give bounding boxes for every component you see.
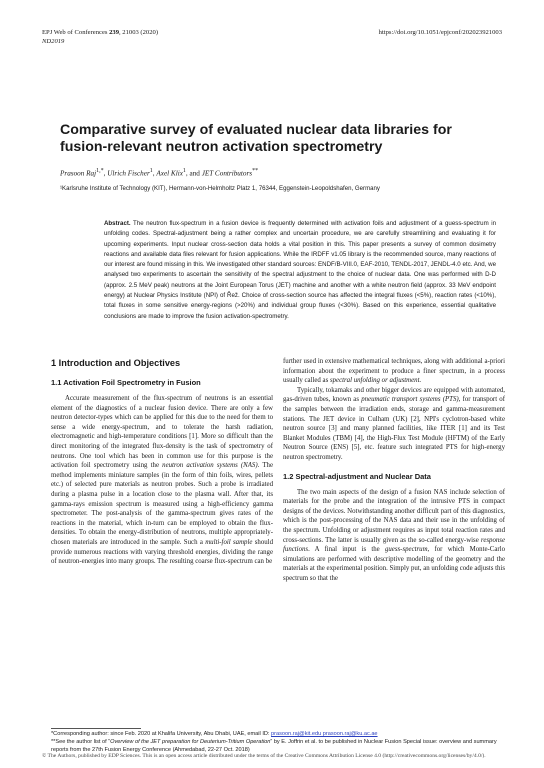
paragraph-2: further used in extensive mathematical techniques, along with additional a-priori information about the experiment to produce a finer spectrum, in a process usually called as spectral unfolding or adjustment. (283, 358, 505, 385)
subsection-heading-1-1: 1.1 Activation Foil Spectrometry in Fusion (51, 378, 201, 387)
footnote-divider (51, 728, 141, 729)
paper-title: Comparative survey of evaluated nuclear data libraries for fusion-relevant neutron activation spectrometry (60, 122, 452, 155)
article-number: 21003 (2020) (122, 29, 159, 36)
abstract (104, 219, 496, 322)
footnotes (51, 730, 511, 754)
author-2-affil: 1 (149, 168, 153, 174)
author-conjunction: , and (185, 169, 200, 178)
author-list: Prasoon Raj$^{1,*}$, Ulrich Fischer$^1$, Axel Klix$^1$, and JET Contributors** (60, 168, 259, 178)
journal-citation: EPJ Web of Conferences 239, 21003 (2020) (42, 29, 159, 36)
section-heading-1: 1 Introduction and Objectives (51, 358, 181, 368)
journal-name: EPJ Web of Conferences (42, 29, 108, 36)
abstract-label: Abstract. (104, 220, 131, 227)
footnote-jet: **See the author list of “Overview of the JET preparation for Deuterium-Tritium Operation” by E. Joffrin et al. to be published in Nuclear Fusion Special issue: overview and summary reports from the 27th Fusion Energy Conference (Ahmedabad, 22-27 Oct. 2018) (51, 739, 497, 753)
author-1-affil: 1,* (96, 168, 104, 174)
paragraph-1: Accurate measurement of the flux-spectrum of neutrons is an essential element of the diagnostics of a nuclear fusion device. There are only a few neutron detector-types which can be applied for this due to the need for them to sense a wide energy-spectrum, and to tolerate the harsh radiation, electromagnetic and high-temperature conditions [1]. More so difficult than the direct monitoring of the integrated flux-density is the task of spectrometry of neutrons. One tool which has been in common use for this purpose is the activation foil spectrometry using the neutron activation systems (NAS). The method implements miniature samples (in the form of thin foils, wires, pellets etc.) of selected pure materials as neutron probes. Such a probe is irradiated during a plasma pulse in a location close to the plasma wall. After that, its gamma-rays emission spectrum is measured using a high-efficiency gamma spectrometer. The post-analysis of the gamma-spectrum gives rates of the reactions in the material, which in-turn can be employed to obtain the flux-densities. To obtain the energy-distribution of neutrons, multiple appropriately-chosen materials are introduced in the sample. Such a multi-foil sample should provide numerous reactions with varying threshold energies, dividing the range of neutron-energies into many groups. The resulting coarse flux-spectrum can be (51, 395, 273, 566)
affiliation: ¹Karlsruhe Institute of Technology (KIT), Hermann-von-Helmholtz Platz 1, 76344, Eggenstein-Leopoldshafen, Germany (60, 185, 380, 192)
paragraph-4: The two main aspects of the design of a fusion NAS include selection of materials for the probe and the integration of the intrusive PTS in compact designs of the devices. Notwithstanding another difficult part of this diagnostics, which is the post-processing of the NAS data and their use in the unfolding of the spectrum. Unfolding or adjustment requires as input total reaction rates and cross-sections. The latter is usually given as the so-called energy-wise response functions. A final input is the guess-spectrum, for which Monte-Carlo simulations are performed with descriptive modelling of the geometry and the materials at the experimental position. Simply put, an unfolding code adjusts this spectrum so that the (283, 488, 506, 582)
abstract-text: The neutron flux-spectrum in a fusion device is frequently determined with activation foils and adjustment of a guess-spectrum in unfolding codes. Spectral-adjustment being a rather complex and uncertain procedure, we are carefully streamlining and evaluating it for upcoming experiments. Input nuclear cross-section data holds a vital position in this. This paper presents a survey of common dosimetry reactions and available data files relevant for fusion applications. While the IRDFF v1.05 library is the recommended source, many reactions of our interest are found missing in this. We investigated other standard sources: ENDF/B-VIII.0, EAF-2010, TENDL-2017, JENDL-4.0 etc. And, we analysed two experiments to ascertain the sensitivity of the spectral adjustment to the choice of nuclear data. One was performed with D-D (approx. 2.5 MeV peak) neutrons at the Joint European Torus (JET) machine and another with a white neutron field (approx. 33 MeV endpoint energy) at Nuclear Physics Institute (NPI) of Řež. Choice of cross-section source has affected the integral fluxes (<5%), reaction rates (<10%), total fluxes in some sensitive energy-regions (>20%) and individual group fluxes (<30%). Based on this experience, essential qualitative conclusions are made to improve the fusion activation-spectrometry. (104, 220, 496, 320)
conference-tag: ND2019 (42, 38, 65, 45)
author-3-affil: 1 (182, 168, 186, 174)
journal-volume: 239 (109, 29, 119, 36)
author-4-affil: ** (252, 168, 259, 174)
doi-link[interactable]: https://doi.org/10.1051/epjconf/202023921003 (378, 29, 502, 36)
footnote-corresponding: *Corresponding author: since Feb. 2020 at Khalifa University, Abu Dhabi, UAE, email ID: prasoon.raj@kit.edu prasoon.raj@ku.ac.ae (51, 731, 378, 737)
author-email-link[interactable]: prasoon.raj@kit.edu prasoon.raj@ku.ac.ae (271, 731, 378, 737)
author-3: Axel Klix (156, 169, 183, 178)
author-4: JET Contributors (201, 169, 253, 178)
left-column (51, 357, 273, 567)
author-2: Ulrich Fischer (107, 169, 150, 178)
running-header (42, 28, 502, 46)
subsection-heading-1-2: 1.2 Spectral-adjustment and Nuclear Data (283, 471, 431, 481)
license-notice: © The Authors, published by EDP Sciences. This is an open access article distributed under the terms of the Creative Commons Attribution License 4.0 (http://creativecommons.org/licenses/by/4.0/). (42, 753, 486, 759)
paragraph-3: Typically, tokamaks and other bigger devices are equipped with automated, gas-driven tubes, known as pneumatic transport systems (PTS), for transport of the samples between the irradiation ends, storage and gamma-measurement stations. The JET device in Culham (UK) [2], NPI's cyclotron-based white neutron source [3] and many planned facilities, like ITER [1] and its Test Blanket Modules (TBM) [4], the High-Flux Test Module (HFTM) of the Early Neutron Source (ENS) [5], etc. feature such integrated PTS for high-energy neutron spectrometry. (283, 386, 506, 461)
author-1: Prasoon Raj (60, 169, 97, 178)
right-column (283, 357, 505, 583)
